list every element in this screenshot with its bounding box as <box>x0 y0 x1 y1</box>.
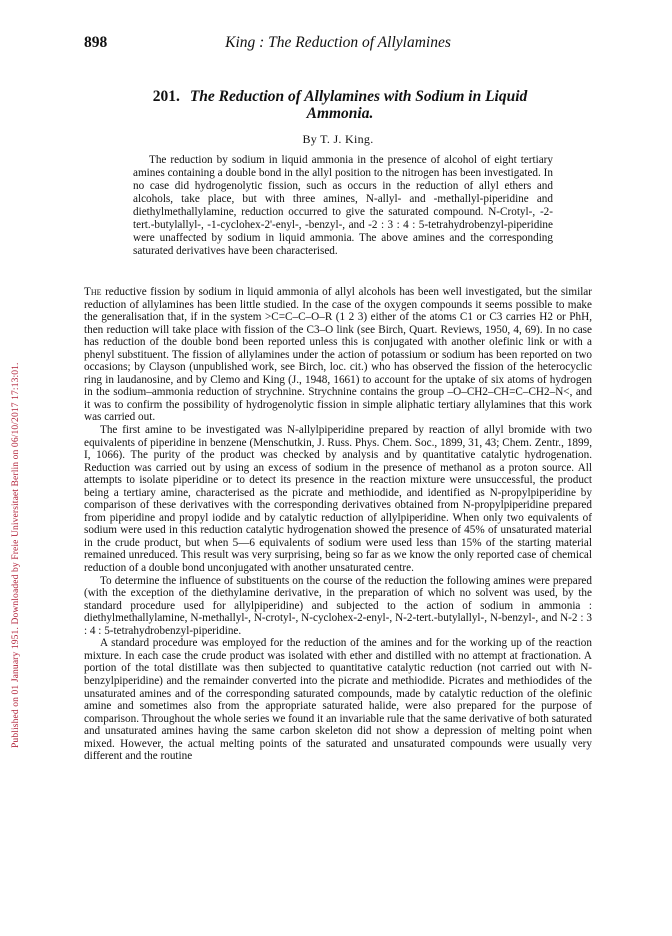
paragraph-2: The first amine to be investigated was N-allylpiperidine prepared by reaction of allyl bromide with two equivalents of piperidine in benzene (Menschutkin, J. Russ. Phys. Chem. Soc., 1899, 31, 43; Chem. Zentr., 1899, I, 1066). The purity of the product was checked by analysis and by quantitative catalytic hydrogenation. Reduction was carried out by using an excess of sodium in the presence of methanol as a proton source. All attempts to isolate piperidine or to detect its presence in the reaction mixture were unsuccessful, the product being a tertiary amine, characterised as the picrate and methiodide, and identified as N-propylpiperidine by comparison of these derivatives with the corresponding derivatives obtained from N-propylpiperidine prepared from piperidine and propyl iodide and by catalytic reduction of allylpiperidine. When only two equivalents of sodium were used in this reduction catalytic hydrogenation showed the presence of 45% of unsaturated material in the crude product, but when 5—6 equivalents of sodium were used less than 15% of the starting material remained unreduced. This result was very surprising, being so far as we know the only reported case of chemical reduction of a double bond unconjugated with another unsaturated centre. <box>84 424 592 575</box>
lead-word: The <box>84 286 102 298</box>
paragraph-4: A standard procedure was employed for the reduction of the amines and for the working up of the reaction mixture. In each case the crude product was isolated with ether and distilled with no attempt at fractionation. A portion of the total distillate was then subjected to quantitative catalytic reduction (not carried out with N-benzylpiperidine) and the remainder converted into the picrate and methiodide. Picrates and methiodides of the unsaturated amines and of the corresponding saturated compounds, made by catalytic reduction of the olefinic amine and sometimes also from the appropriate saturated halide, were also prepared for the purpose of comparison. Throughout the whole series we found it an invariable rule that the same derivative of both saturated and unsaturated amines having the same carbon skeleton did not show a depression of melting point when mixed. However, the actual melting points of the saturated and unsaturated compounds were usually very different and the routine <box>84 637 592 763</box>
paragraph-1-text: reductive fission by sodium in liquid ammonia of allyl alcohols has been well investigated, but the similar reduction of allylamines has been little studied. In the case of the oxygen compounds it seems possible to make the generalisation that, if in the system >C=C–C–O–R (1 2 3) either of the atoms C1 or C3 carries H2 or PhH, then reduction will take place with fission of the C3–O link (see Birch, Quart. Reviews, 1950, 4, 69). In no case has reduction of the double bond been reported unless this is conjugated with another olefinic link or with a phenyl substituent. The fission of allylamines under the action of potassium or sodium has been reported on two occasions; by Clayson (unpublished work, see Birch, loc. cit.) who has observed the fission of the heterocyclic ring in laudanosine, and by Clemo and King (J., 1948, 1661) to account for the uptake of six atoms of hydrogen in the sodium–ammonia reduction of strychnine. Strychnine contains the group –O–CH2–CH=C–CH2–N<, and it was to confirm the possibility of hydrogenolytic fission in simple aliphatic tertiary allylamines that this work was carried out. <box>84 286 592 424</box>
title-line-2: Ammonia. <box>306 105 374 122</box>
paragraph-1 <box>84 286 592 424</box>
page-header <box>84 34 592 56</box>
title-line-1: The Reduction of Allylamines with Sodium in Liquid <box>189 88 528 105</box>
byline: By T. J. King. <box>302 132 374 146</box>
abstract <box>133 154 553 258</box>
article-title <box>110 88 570 122</box>
page-number: 898 <box>84 34 108 51</box>
article-body <box>84 286 592 763</box>
side-note: Published on 01 January 1951. Downloaded by Freie Universitaet Berlin on 06/10/2017 17:13:01. <box>10 362 21 748</box>
abstract-text: The reduction by sodium in liquid ammonia in the presence of alcohol of eight tertiary amines containing a double bond in the allyl position to the nitrogen has been investigated. In no case did hydrogenolytic fission, such as occurs in the reduction of allyl ethers and alcohols, take place, but with three amines, N-allyl- and -methallyl-piperidine and diethylmethallylamine, reduction occurred to give the saturated compound. N-Crotyl-, -2-tert.-butylallyl-, -1-cyclohex-2'-enyl-, -benzyl-, and -2 : 3 : 4 : 5-tetrahydrobenzyl-piperidine were unaffected by sodium in liquid ammonia. The above amines and the corresponding saturated derivatives have been characterised. <box>133 154 553 258</box>
paragraph-3: To determine the influence of substituents on the course of the reduction the following amines were prepared (with the exception of the diethylamine derivative, in the preparation of which no solvent was used, by the standard procedure used for allylpiperidine) and subjected to the action of sodium in ammonia : diethylmethallylamine, N-methallyl-, N-crotyl-, N-cyclohex-2-enyl-, N-2-tert.-butylallyl-, N-benzyl-, and N-2 : 3 : 4 : 5-tetrahydrobenzyl-piperidine. <box>84 574 592 637</box>
article-number: 201. <box>152 88 180 105</box>
running-head: King : The Reduction of Allylamines <box>225 34 451 51</box>
